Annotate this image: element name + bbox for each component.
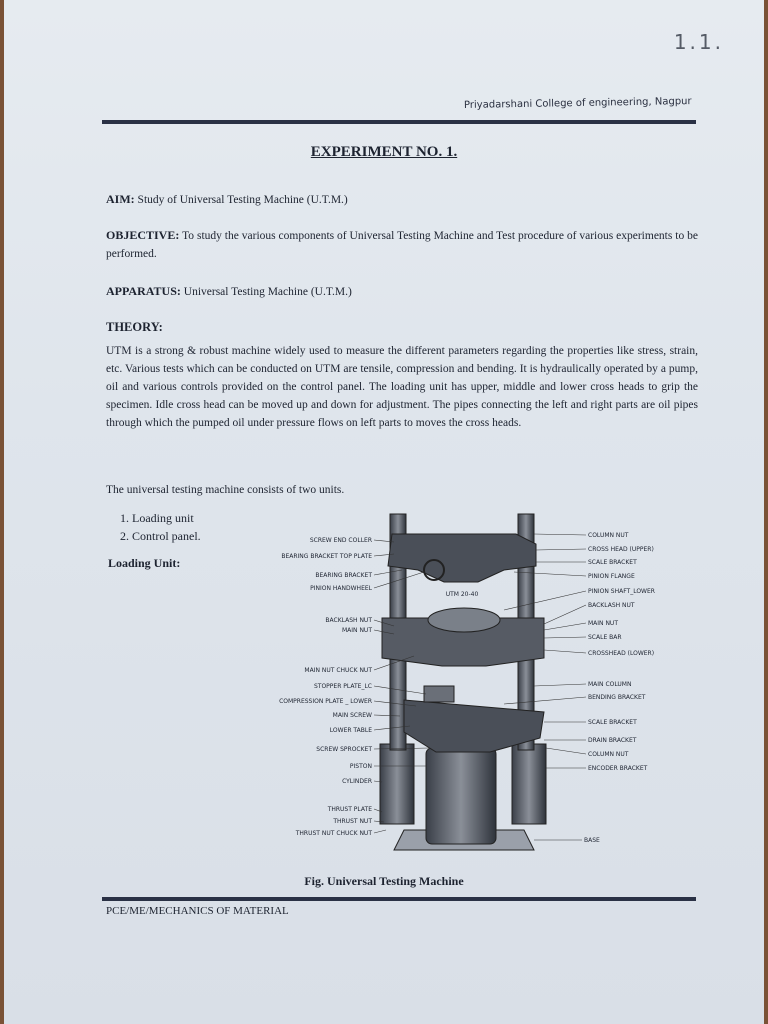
callout-label: MAIN NUT [342,627,372,634]
callout-label: LOWER TABLE [329,727,372,734]
list-item: 2. Control panel. [132,527,201,545]
objective-text: To study the various components of Universal Testing Machine and Test procedure of various experiments to be performed. [106,230,698,260]
units-list [108,509,201,545]
header-rule [102,120,696,124]
callout-label: MAIN NUT CHUCK NUT [304,667,372,674]
callout-label: BEARING BRACKET [315,572,372,579]
callout-label: SCALE BRACKET [588,559,637,566]
callout-label: SCALE BAR [588,634,622,641]
callout-label: CYLINDER [342,778,372,785]
callout-label: SCALE BRACKET [588,719,637,726]
figure-caption: Fig. Universal Testing Machine [304,874,464,888]
objective-line [106,226,698,263]
middle-table [428,608,500,632]
theory-paragraph: UTM is a strong & robust machine widely used to measure the different parameters regarding the properties like stress, strain, etc. Various tests which can be conducted on UTM are tensile, compression and bending. It is hydraulically operated by a pump, oil and various controls provided on the control panel. The loading unit has upper, middle and lower cross heads to grip the specimen. Idle cross head can be moved up and down for adjustment. The pipes connecting the left and right parts are oil pipes through which the pumped oil under pressure flows on left parts to moves the cross heads. [106,345,698,429]
left-callouts [279,537,373,837]
machine-drawing [380,514,546,850]
callout-label: PISTON [349,763,372,770]
callout-label: BENDING BRACKET [588,694,646,701]
experiment-title: EXPERIMENT NO. 1. [310,144,458,160]
page-number: 1.1. [673,30,724,54]
callout-label: MAIN COLUMN [588,681,632,688]
footer-text: PCE/ME/MECHANICS OF MATERIAL [106,905,289,917]
apparatus-label: APPARATUS: [106,284,181,298]
objective-label: OBJECTIVE: [106,228,180,242]
footer-rule [102,897,696,901]
callout-label: ENCODER BRACKET [588,765,648,772]
callout-label: THRUST NUT CHUCK NUT [295,830,372,837]
callout-label: THRUST PLATE [327,806,372,813]
callout-label: SCREW SPROCKET [316,746,372,753]
callout-label: COLUMN NUT [588,532,629,539]
callout-label: DRAIN BRACKET [588,737,637,744]
main-cylinder [426,748,496,844]
callout-label: BACKLASH NUT [588,602,635,609]
callout-label: THRUST NUT [333,818,372,825]
callout-label: PINION SHAFT_LOWER [588,588,655,595]
callout-label: STOPPER PLATE_LC [313,683,372,690]
callout-label: BASE [584,837,600,844]
callout-label: CROSSHEAD (LOWER) [588,650,655,657]
callout-label: BACKLASH NUT [325,617,372,624]
callout-label: BEARING BRACKET TOP PLATE [281,553,372,560]
aim-label: AIM: [106,192,135,206]
callout-label: MAIN SCREW [332,712,372,719]
right-callouts [584,532,655,844]
list-item: 1. Loading unit [132,509,201,527]
utm-model-label: UTM 20-40 [445,591,479,598]
units-intro: The universal testing machine consists of two units. [106,484,345,496]
callout-label: CROSS HEAD (UPPER) [588,546,654,553]
callout-label: SCREW END COLLER [309,537,372,544]
right-cylinder [512,744,546,824]
callout-label: COLUMN NUT [588,751,629,758]
document-page [4,0,764,1024]
apparatus-line [106,282,698,301]
callout-label: PINION FLANGE [588,573,635,580]
theory-heading: THEORY: [106,320,163,334]
callout-label: PINION HANDWHEEL [310,585,372,592]
callout-label: COMPRESSION PLATE _ LOWER [279,698,372,705]
apparatus-text: Universal Testing Machine (U.T.M.) [183,286,352,298]
bending-bracket [424,686,454,702]
left-cylinder [380,744,414,824]
upper-crosshead [388,534,536,582]
loading-unit-heading: Loading Unit: [108,556,181,570]
aim-text: Study of Universal Testing Machine (U.T.M.) [137,194,348,206]
utm-figure [254,500,674,870]
aim-line [106,190,698,209]
college-header: Priyadarshani College of engineering, Nagpur [464,96,693,111]
callout-label: MAIN NUT [588,620,618,627]
